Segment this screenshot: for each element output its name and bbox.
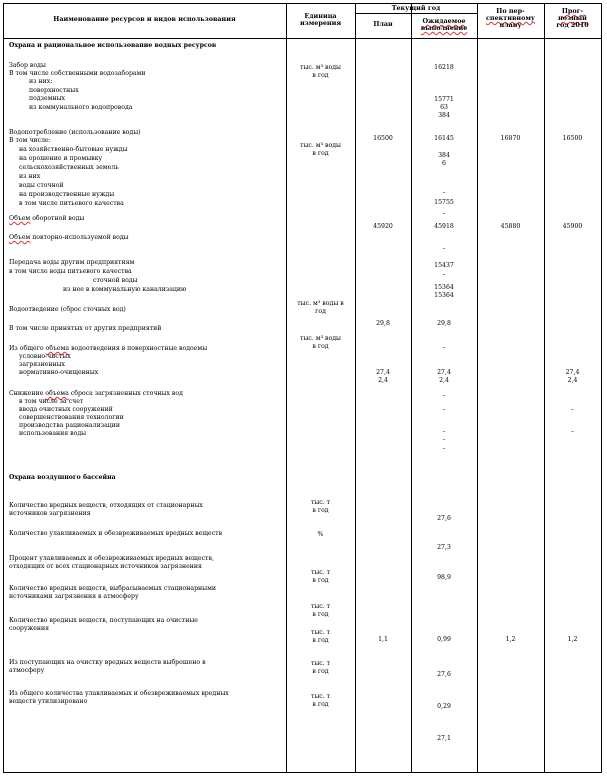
expected-cell: 6: [442, 160, 446, 167]
row-label: на орошение и промывку: [19, 155, 103, 162]
expected-cell: 16218: [434, 64, 454, 71]
row-label: производства рационализации: [19, 422, 120, 429]
table-border-left: [3, 3, 4, 773]
section-title-water: Охрана и рациональное использование водных ресурсов: [9, 42, 217, 49]
row-label: Количество вредных веществ, выбрасываемых стационарными: [9, 585, 217, 592]
expected-cell: 15437: [434, 262, 454, 269]
row-label: из них: [19, 173, 41, 180]
unit-cell: в год: [312, 637, 329, 644]
header-plan: План: [373, 20, 393, 28]
expected-cell: 0,99: [437, 636, 451, 643]
row-label: атмосферу: [9, 667, 45, 674]
row-label: источников загрязнения: [9, 510, 91, 517]
expected-cell: 15755: [434, 199, 454, 206]
row-label: на производственные нужды: [19, 191, 115, 198]
unit-cell: в год: [312, 343, 329, 350]
row-label: нормативно-очищенных: [19, 369, 99, 376]
expected-cell: 384: [438, 152, 450, 159]
expected-cell: –: [442, 428, 446, 435]
unit-cell: год: [315, 308, 326, 315]
expected-cell: 45918: [434, 223, 454, 230]
row-label: В том числе принятых от других предприятий: [9, 325, 162, 332]
table-border-top: [3, 3, 602, 4]
row-label: Количество вредных веществ, отходящих от стационарных: [9, 502, 203, 509]
row-label: подземных: [29, 95, 66, 102]
expected-cell: 15771: [434, 96, 454, 103]
row-label: условно-чистых: [19, 353, 71, 360]
current-year-rule: [355, 13, 477, 14]
row-label: Снижение объема сброса загрязненных сточных вод: [9, 390, 183, 397]
header-rule: [3, 38, 602, 39]
unit-cell: в год: [312, 72, 329, 79]
row-label: Водоотведение (сброс сточных вод): [9, 306, 126, 313]
forecast-cell: 2,4: [567, 377, 578, 384]
expected-cell: 15364: [434, 284, 454, 291]
unit-cell: тыс. т: [310, 693, 331, 700]
row-label: Объем оборотной воды: [9, 215, 85, 222]
row-label: в том числе питьевого качества: [19, 200, 124, 207]
unit-cell: в год: [312, 577, 329, 584]
row-label: воды сточной: [19, 182, 64, 189]
expected-cell: –: [442, 445, 446, 452]
expected-cell: –: [442, 210, 446, 217]
plan-cell: 27,4: [376, 369, 390, 376]
row-label: сельскохозяйственных земель: [19, 164, 119, 171]
forecast-cell: 45900: [562, 223, 583, 230]
row-label: на хозяйственно-бытовые нужды: [19, 146, 128, 153]
row-label: ввода очистных сооружений: [19, 406, 113, 413]
row-label: в том числе воды питьевого качества: [9, 268, 132, 275]
expected-cell: 29,8: [437, 320, 451, 327]
expected-cell: 98,9: [437, 574, 451, 581]
row-label: сооружения: [9, 625, 50, 632]
table-border-right: [601, 3, 602, 773]
unit-cell: тыс. т: [310, 499, 331, 506]
column-rule: [355, 3, 356, 773]
row-label: Процент улавливаемых и обезвреживаемых вредных веществ,: [9, 555, 214, 562]
header-perspective: По пер- спективному плану: [486, 7, 535, 30]
perspective-cell: 45880: [500, 223, 521, 230]
expected-cell: 16145: [434, 135, 454, 142]
unit-cell: в год: [312, 611, 329, 618]
forecast-cell: 16500: [562, 135, 583, 142]
row-label: Забор воды: [9, 62, 46, 69]
plan-cell: 45920: [373, 223, 393, 230]
expected-cell: 63: [440, 104, 448, 111]
row-label: Из поступающих на очистку вредных веществ выброшено в: [9, 659, 206, 666]
unit-cell: тыс. т: [310, 660, 331, 667]
table-border-bottom: [3, 772, 602, 773]
section-title-air: Охрана воздушного бассейна: [9, 474, 116, 481]
unit-cell: в год: [312, 668, 329, 675]
row-label: использования воды: [19, 430, 87, 437]
expected-cell: –: [442, 245, 446, 252]
header-expected: Ожидаемое выполнение: [420, 17, 468, 33]
row-label: Из общего объема водоотведения в поверхностные водоемы: [9, 345, 208, 352]
expected-cell: –: [442, 189, 446, 196]
unit-cell: в год: [312, 507, 329, 514]
row-label: В том числе собственными водозаборами: [9, 70, 146, 77]
row-label: В том числе:: [9, 137, 51, 144]
row-label: в том числе за счет: [19, 398, 84, 405]
perspective-cell: 1,2: [505, 636, 516, 643]
header-current-year: Текущий год: [391, 4, 441, 12]
column-rule: [544, 3, 545, 773]
row-label: Количество вредных веществ, поступающих на очистные: [9, 617, 198, 624]
expected-cell: –: [442, 392, 446, 399]
row-label: поверхностных: [29, 87, 79, 94]
unit-cell: в год: [312, 150, 329, 157]
expected-cell: 2,4: [439, 377, 449, 384]
expected-cell: –: [442, 271, 446, 278]
unit-cell: тыс. м³ воды в: [297, 300, 344, 307]
header-forecast: Прог- нозный год 2010: [556, 7, 589, 30]
row-label: совершенствования технологии: [19, 414, 124, 421]
unit-cell: тыс. м³ воды: [300, 142, 341, 149]
row-label: из них:: [29, 78, 53, 85]
unit-cell: тыс. т: [310, 629, 331, 636]
expected-cell: 27,6: [437, 671, 451, 678]
row-label: веществ утилизировано: [9, 698, 88, 705]
expected-cell: 27,4: [437, 369, 451, 376]
row-label: источниками загрязнения в атмосферу: [9, 593, 139, 600]
column-rule: [477, 3, 478, 773]
expected-cell: 15364: [434, 292, 454, 299]
row-label: из коммунального водопровода: [29, 104, 133, 111]
perspective-cell: 16870: [500, 135, 521, 142]
forecast-cell: –: [570, 428, 575, 435]
expected-cell: –: [442, 344, 446, 351]
header-name: Наименование ресурсов и видов использования: [53, 15, 236, 23]
row-label: из нее в коммунальную канализацию: [63, 286, 187, 293]
unit-cell: тыс. т: [310, 603, 331, 610]
expected-cell: 27,1: [437, 735, 451, 742]
expected-cell: 384: [438, 112, 450, 119]
column-rule: [286, 3, 287, 773]
unit-cell: в год: [312, 701, 329, 708]
unit-cell: %: [317, 531, 324, 538]
expected-cell: 0,29: [437, 703, 451, 710]
expected-cell: 27,6: [437, 515, 451, 522]
plan-cell: 2,4: [378, 377, 388, 384]
row-label: сточной воды: [93, 277, 138, 284]
row-label: Из общего количества улавливаемых и обезвреживаемых вредных: [9, 690, 229, 697]
forecast-cell: –: [570, 406, 575, 413]
unit-cell: тыс. м³ воды: [300, 335, 341, 342]
header-unit: Единица измерения: [299, 12, 342, 28]
row-label: Водопотребление (использование воды): [9, 129, 141, 136]
row-label: Объем повторно-используемой воды: [9, 234, 129, 241]
row-label: Передача воды другим предприятиям: [9, 259, 135, 266]
forecast-cell: 27,4: [565, 369, 580, 376]
expected-cell: 27,3: [437, 544, 451, 551]
forecast-cell: 1,2: [567, 636, 578, 643]
expected-cell: –: [442, 436, 446, 443]
unit-cell: тыс. т: [310, 569, 331, 576]
row-label: отходящих от всех стационарных источников загрязнения: [9, 563, 202, 570]
row-label: загрязненных: [19, 361, 65, 368]
plan-cell: 1,1: [378, 636, 388, 643]
resource-table: [3, 3, 602, 773]
expected-cell: –: [442, 406, 446, 413]
unit-cell: тыс. м³ воды: [300, 64, 341, 71]
row-label: Количество улавливаемых и обезвреживаемых вредных веществ: [9, 530, 223, 537]
plan-cell: 16500: [373, 135, 393, 142]
plan-cell: 29,8: [376, 320, 390, 327]
